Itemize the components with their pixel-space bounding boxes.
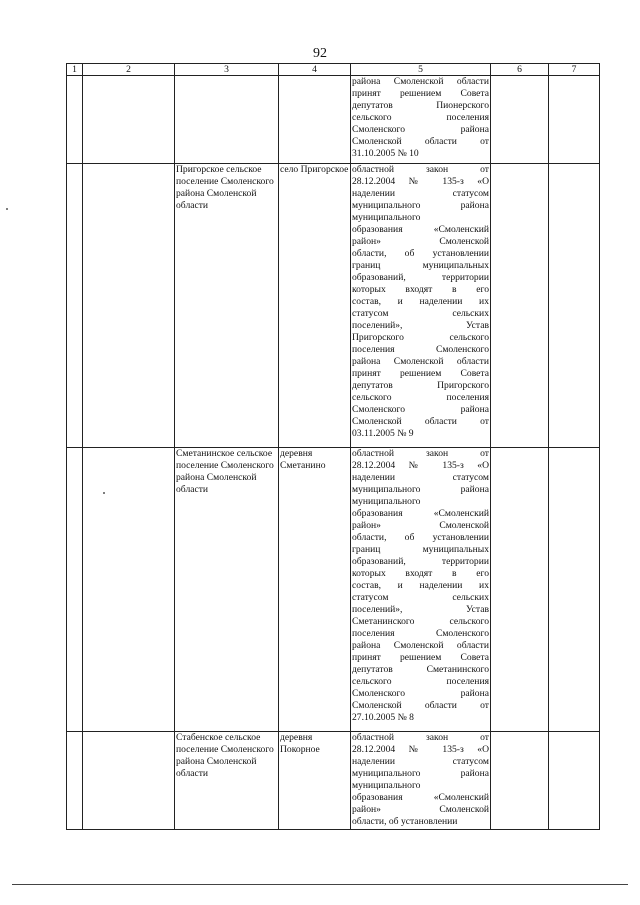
legal-text-line: образований, территории [352, 272, 489, 283]
legal-text-line: принят решением Совета [352, 88, 489, 99]
legal-text-line: которых входят в его [352, 284, 489, 295]
legal-text-line: района Смоленской области [352, 640, 489, 651]
legal-text-line: состав, и наделении их [352, 580, 489, 591]
header-cell: 1 [67, 64, 83, 76]
page-bottom-rule [12, 884, 628, 885]
table-row [67, 448, 600, 732]
table-row [67, 164, 600, 448]
extra-cell [491, 164, 549, 448]
settlement-cell: Сметанинское сельское поселение Смоленского района Смоленской области [175, 448, 279, 732]
legal-text-line: муниципального [352, 780, 421, 791]
legal-text-line: района Смоленской области [352, 356, 489, 367]
header-row [67, 64, 600, 76]
legal-text-line: Смоленской области от [352, 416, 489, 427]
legal-text-line: муниципального района [352, 768, 489, 779]
number-cell [67, 164, 83, 448]
region-cell [83, 448, 175, 732]
legal-text-line: 27.10.2005 № 8 [352, 712, 414, 723]
number-cell [67, 732, 83, 830]
legal-text-line: сельского поселения [352, 676, 489, 687]
extra-cell [491, 76, 549, 164]
legal-text-line: поселений», Устав [352, 604, 489, 615]
extra-cell [549, 164, 600, 448]
legal-text-line: образования «Смоленский [352, 792, 489, 803]
legal-text-line: район» Смоленской [352, 804, 489, 815]
legal-text-line: областной закон от [352, 448, 489, 459]
legal-text-line: муниципального района [352, 200, 489, 211]
legal-text-line: муниципального [352, 496, 421, 507]
legal-text-line: статусом сельских [352, 592, 489, 603]
legal-text-line: принят решением Совета [352, 368, 489, 379]
extra-cell [549, 76, 600, 164]
legal-text-line: депутатов Пригорского [352, 380, 489, 391]
legal-text-line: депутатов Сметанинского [352, 664, 489, 675]
legal-basis-cell [351, 164, 491, 448]
legal-text-line: областной закон от [352, 164, 489, 175]
legal-text-line: границ муниципальных [352, 544, 489, 555]
table-row [67, 732, 600, 830]
legal-text-line: Пригорского сельского [352, 332, 489, 343]
table-row [67, 76, 600, 164]
legal-text-line: статусом сельских [352, 308, 489, 319]
legal-text-line: 28.12.2004 № 135-з «О [352, 460, 489, 471]
legal-basis-cell [351, 76, 491, 164]
header-cell: 6 [491, 64, 549, 76]
legal-basis-cell [351, 448, 491, 732]
extra-cell [491, 448, 549, 732]
settlement-cell: Стабенское сельское поселение Смоленского района Смоленской области [175, 732, 279, 830]
scan-speck [6, 208, 8, 210]
center-cell: село Пригорское [279, 164, 351, 448]
page-number: 92 [313, 46, 327, 61]
center-cell: деревня Покорное [279, 732, 351, 830]
center-cell [279, 76, 351, 164]
legal-text-line: район» Смоленской [352, 236, 489, 247]
extra-cell [491, 732, 549, 830]
legal-text-line: депутатов Пионерского [352, 100, 489, 111]
legal-text-line: 28.12.2004 № 135-з «О [352, 176, 489, 187]
legal-text-line: Смоленского района [352, 124, 489, 135]
region-cell [83, 76, 175, 164]
legal-text-line: район» Смоленской [352, 520, 489, 531]
legal-text-line: образования «Смоленский [352, 224, 489, 235]
legal-text-line: образования «Смоленский [352, 508, 489, 519]
legal-text-line: Сметанинского сельского [352, 616, 489, 627]
legal-text-line: границ муниципальных [352, 260, 489, 271]
header-cell: 3 [175, 64, 279, 76]
legal-text-line: сельского поселения [352, 112, 489, 123]
header-cell: 2 [83, 64, 175, 76]
settlement-cell: Пригорское сельское поселение Смоленского района Смоленской области [175, 164, 279, 448]
legal-text-line: сельского поселения [352, 392, 489, 403]
legal-text-line: наделении статусом [352, 756, 489, 767]
region-cell [83, 732, 175, 830]
legal-text-line: муниципального [352, 212, 421, 223]
legal-text-line: наделении статусом [352, 188, 489, 199]
legal-text-line: муниципального района [352, 484, 489, 495]
legal-text-line: 03.11.2005 № 9 [352, 428, 414, 439]
header-cell: 4 [279, 64, 351, 76]
center-cell: деревня Сметанино [279, 448, 351, 732]
legal-text-line: поселения Смоленского [352, 344, 489, 355]
legal-text-line: 28.12.2004 № 135-з «О [352, 744, 489, 755]
scan-speck [103, 492, 105, 494]
legal-text-line: области, об установлении [352, 532, 489, 543]
region-cell [83, 164, 175, 448]
legal-text-line: Смоленского района [352, 688, 489, 699]
legal-text-line: состав, и наделении их [352, 296, 489, 307]
legal-text-line: областной закон от [352, 732, 489, 743]
legal-text-line: которых входят в его [352, 568, 489, 579]
extra-cell [549, 448, 600, 732]
legal-basis-cell [351, 732, 491, 830]
legal-text-line: Смоленской области от [352, 700, 489, 711]
legal-text-line: поселения Смоленского [352, 628, 489, 639]
settlement-cell [175, 76, 279, 164]
legal-text-line: образований, территории [352, 556, 489, 567]
legal-text-line: наделении статусом [352, 472, 489, 483]
legal-text-line: Смоленского района [352, 404, 489, 415]
municipal-table [66, 63, 600, 830]
legal-text-line: поселений», Устав [352, 320, 489, 331]
number-cell [67, 448, 83, 732]
legal-text-line: принят решением Совета [352, 652, 489, 663]
header-cell: 7 [549, 64, 600, 76]
legal-text-line: Смоленской области от [352, 136, 489, 147]
legal-text-line: области, об установлении [352, 248, 489, 259]
legal-text-line: 31.10.2005 № 10 [352, 148, 419, 159]
legal-text-line: области, об установлении [352, 816, 458, 827]
header-cell: 5 [351, 64, 491, 76]
number-cell [67, 76, 83, 164]
extra-cell [549, 732, 600, 830]
legal-text-line: района Смоленской области [352, 76, 489, 87]
